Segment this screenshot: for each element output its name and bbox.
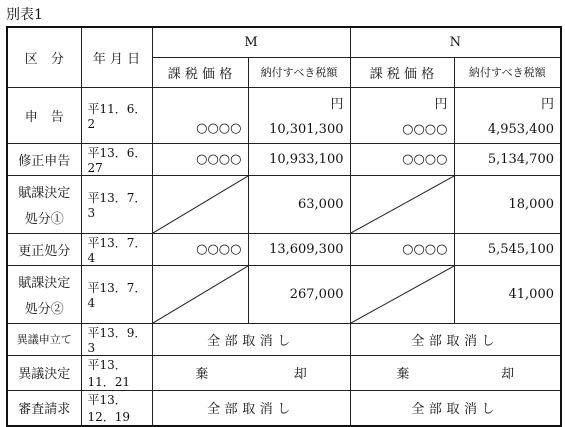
row-date: 平13．7．3 xyxy=(81,175,152,233)
row-date: 平13．7．4 xyxy=(81,233,152,265)
row-label-line1: 賦課決定 xyxy=(18,185,71,201)
header-row-top xyxy=(7,27,561,57)
n-result: 全部取消し xyxy=(350,323,561,355)
n-kazei-value: ○○○○ xyxy=(402,122,448,138)
m-kazei-value: ○○○○ xyxy=(152,143,248,175)
row-kosei xyxy=(7,233,561,265)
m-tax-value: 63,000 xyxy=(248,175,350,233)
row-label-line2: 処分① xyxy=(24,211,64,227)
m-kazei-diagonal xyxy=(152,265,248,323)
n-tax-value: 5,545,100 xyxy=(454,233,561,265)
header-n-nofu: 納付すべき税額 xyxy=(454,57,561,87)
m-kazei-diagonal xyxy=(152,175,248,233)
row-label xyxy=(7,175,81,233)
unit-label: 円 xyxy=(540,96,554,112)
m-kazei-cell xyxy=(152,87,248,143)
unit-label: 円 xyxy=(434,96,448,112)
row-shinkoku xyxy=(7,87,561,143)
m-result: 全部取消し xyxy=(152,390,350,426)
m-tax-value: 267,000 xyxy=(248,265,350,323)
row-igi-kettei xyxy=(7,355,561,390)
m-kazei-value: ○○○○ xyxy=(196,121,242,137)
n-kazei-value: ○○○○ xyxy=(350,233,454,265)
row-date: 平13．11．21 xyxy=(81,355,152,390)
m-result: 全部取消し xyxy=(152,323,350,355)
row-label xyxy=(7,265,81,323)
n-result: 全部取消し xyxy=(350,390,561,426)
m-tax-value: 10,933,100 xyxy=(248,143,350,175)
row-date: 平13．9．3 xyxy=(81,323,152,355)
tax-table xyxy=(6,26,562,427)
header-m-kazei: 課 税 価 格 xyxy=(152,57,248,87)
n-kazei-diagonal xyxy=(350,265,454,323)
m-tax-value: 13,609,300 xyxy=(248,233,350,265)
m-tax-value: 10,301,300 xyxy=(269,122,344,138)
header-m: M xyxy=(152,27,350,57)
n-tax-value: 41,000 xyxy=(454,265,561,323)
row-label: 異議申立て xyxy=(7,323,81,355)
n-result-b: 却 xyxy=(501,367,515,382)
row-date: 平13．12．19 xyxy=(81,390,152,426)
n-tax-value: 5,134,700 xyxy=(454,143,561,175)
n-kazei-cell xyxy=(350,87,454,143)
m-tax-cell xyxy=(248,87,350,143)
row-shinsa xyxy=(7,390,561,426)
row-date: 平13．7．4 xyxy=(81,265,152,323)
n-result-a: 棄 xyxy=(396,367,410,382)
row-label: 異議決定 xyxy=(7,355,81,390)
m-result xyxy=(152,355,350,390)
row-date: 平11．6．2 xyxy=(81,87,152,143)
row-label-line1: 賦課決定 xyxy=(18,275,71,291)
row-label: 審査請求 xyxy=(7,390,81,426)
row-igi-moushitate xyxy=(7,323,561,355)
unit-label: 円 xyxy=(330,96,344,112)
n-tax-cell xyxy=(454,87,561,143)
header-n-kazei: 課 税 価 格 xyxy=(350,57,454,87)
header-n: N xyxy=(350,27,561,57)
m-result-b: 却 xyxy=(293,367,307,382)
n-tax-value: 4,953,400 xyxy=(487,122,554,138)
m-result-a: 棄 xyxy=(195,367,209,382)
n-tax-value: 18,000 xyxy=(454,175,561,233)
document-label: 別表1 xyxy=(6,7,43,23)
row-date: 平13．6．27 xyxy=(81,143,152,175)
row-label-line2: 処分② xyxy=(24,301,64,317)
header-kubun: 区 分 xyxy=(7,27,81,87)
row-shusei xyxy=(7,143,561,175)
row-fuka1 xyxy=(7,175,561,233)
m-kazei-value: ○○○○ xyxy=(152,233,248,265)
n-result xyxy=(350,355,561,390)
row-label: 申 告 xyxy=(7,87,81,143)
row-fuka2 xyxy=(7,265,561,323)
header-m-nofu: 納付すべき税額 xyxy=(248,57,350,87)
row-label: 修正申告 xyxy=(7,143,81,175)
n-kazei-value: ○○○○ xyxy=(350,143,454,175)
row-label: 更正処分 xyxy=(7,233,81,265)
n-kazei-diagonal xyxy=(350,175,454,233)
header-date: 年 月 日 xyxy=(81,27,152,87)
